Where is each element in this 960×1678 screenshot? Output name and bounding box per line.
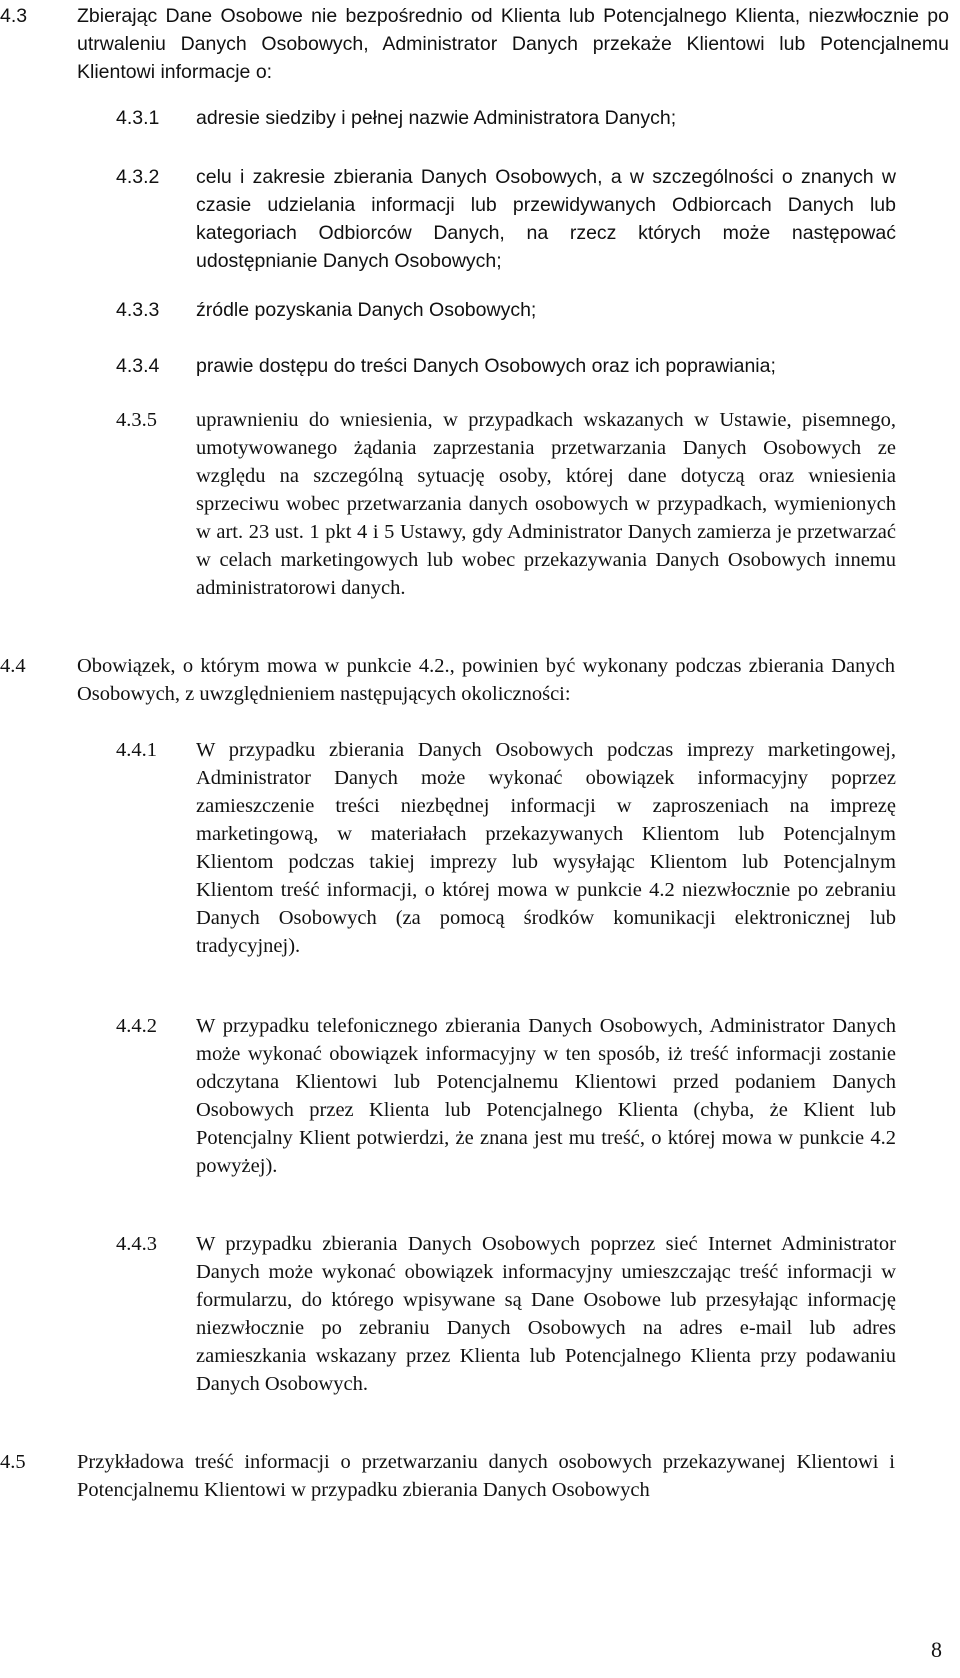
page-number: 8 — [931, 1637, 942, 1662]
section-number: 4.4.2 — [116, 1015, 157, 1037]
section-text: W przypadku zbierania Danych Osobowych poprzez sieć Internet Administrator Danych może wykonać obowiązek informacyjny umieszczając treść informacji w formularzu, do którego wpisywane są Dane Osobowe lub przesyłając informację niezwłocznie po zebraniu Danych Osobowych na adres e-mail lub adres zamieszkania wskazany przez Klienta lub Potencjalnego Klienta przy podawaniu Danych Osobowych. — [196, 1233, 896, 1395]
section-number: 4.4.3 — [116, 1233, 157, 1255]
section-number: 4.3 — [0, 5, 28, 27]
section-number: 4.3.1 — [116, 107, 160, 129]
section-number: 4.3.4 — [116, 355, 160, 377]
section-number: 4.3.3 — [116, 299, 160, 321]
section-text: adresie siedziby i pełnej nazwie Administratora Danych; — [196, 107, 677, 129]
section-text: Zbierając Dane Osobowe nie bezpośrednio od Klienta lub Potencjalnego Klienta, niezwłocznie po utrwaleniu Danych Osobowych, Administrator Danych przekaże Klientowi lub Potencjalnemu Klientowi informacje o: — [77, 5, 949, 83]
section-text: W przypadku telefonicznego zbierania Danych Osobowych, Administrator Danych może wykonać obowiązek informacyjny w ten sposób, iż treść informacji zostanie odczytana Klientowi lub Potencjalnemu Klientowi przed podaniem Danych Osobowych przez Klienta lub Potencjalnego Klienta (chyba, że Klient lub Potencjalny Klient potwierdzi, że znana jest mu treść, o której mowa w punkcie 4.2 powyżej). — [196, 1015, 896, 1177]
section-text: W przypadku zbierania Danych Osobowych podczas imprezy marketingowej, Administrator Danych może wykonać obowiązek informacyjny poprzez zamieszczenie treści niezbędnej informacji w zaproszeniach na imprezę marketingową, w materiałach przekazywanych Klientom lub Potencjalnym Klientom podczas takiej imprezy lub wysyłając Klientom lub Potencjalnym Klientom treść informacji, o której mowa w punkcie 4.2 niezwłocznie po zebraniu Danych Osobowych (za pomocą środków komunikacji elektronicznej lub tradycyjnej). — [196, 739, 896, 957]
section-text: prawie dostępu do treści Danych Osobowych oraz ich poprawiania; — [196, 355, 776, 377]
section-text: źródle pozyskania Danych Osobowych; — [196, 299, 537, 321]
section-number: 4.5 — [0, 1451, 26, 1473]
section-text: uprawnieniu do wniesienia, w przypadkach wskazanych w Ustawie, pisemnego, umotywowanego żądania zaprzestania przetwarzania Danych Osobowych ze względu na szczególną sytuację osoby, której dane dotyczą oraz wniesienia sprzeciwu wobec przetwarzania danych osobowych w przypadkach, wymienionych w art. 23 ust. 1 pkt 4 i 5 Ustawy, gdy Administrator Danych zamierza je przetwarzać w celach marketingowych lub wobec przekazywania Danych Osobowych innemu administratorowi danych. — [196, 409, 896, 599]
section-number: 4.3.2 — [116, 166, 160, 188]
section-number: 4.3.5 — [116, 409, 157, 431]
section-text: celu i zakresie zbierania Danych Osobowych, a w szczególności o znanych w czasie udzielania informacji lub przewidywanych Odbiorcach Danych lub kategoriach Odbiorców Danych, na rzecz których może następować udostępnianie Danych Osobowych; — [196, 166, 896, 272]
section-number: 4.4 — [0, 655, 26, 677]
section-text: Obowiązek, o którym mowa w punkcie 4.2., powinien być wykonany podczas zbierania Danych Osobowych, z uwzględnieniem następujących okoliczności: — [77, 655, 895, 705]
section-text: Przykładowa treść informacji o przetwarzaniu danych osobowych przekazywanej Klientowi i Potencjalnemu Klientowi w przypadku zbierania Danych Osobowych — [77, 1451, 895, 1501]
section-number: 4.4.1 — [116, 739, 157, 761]
